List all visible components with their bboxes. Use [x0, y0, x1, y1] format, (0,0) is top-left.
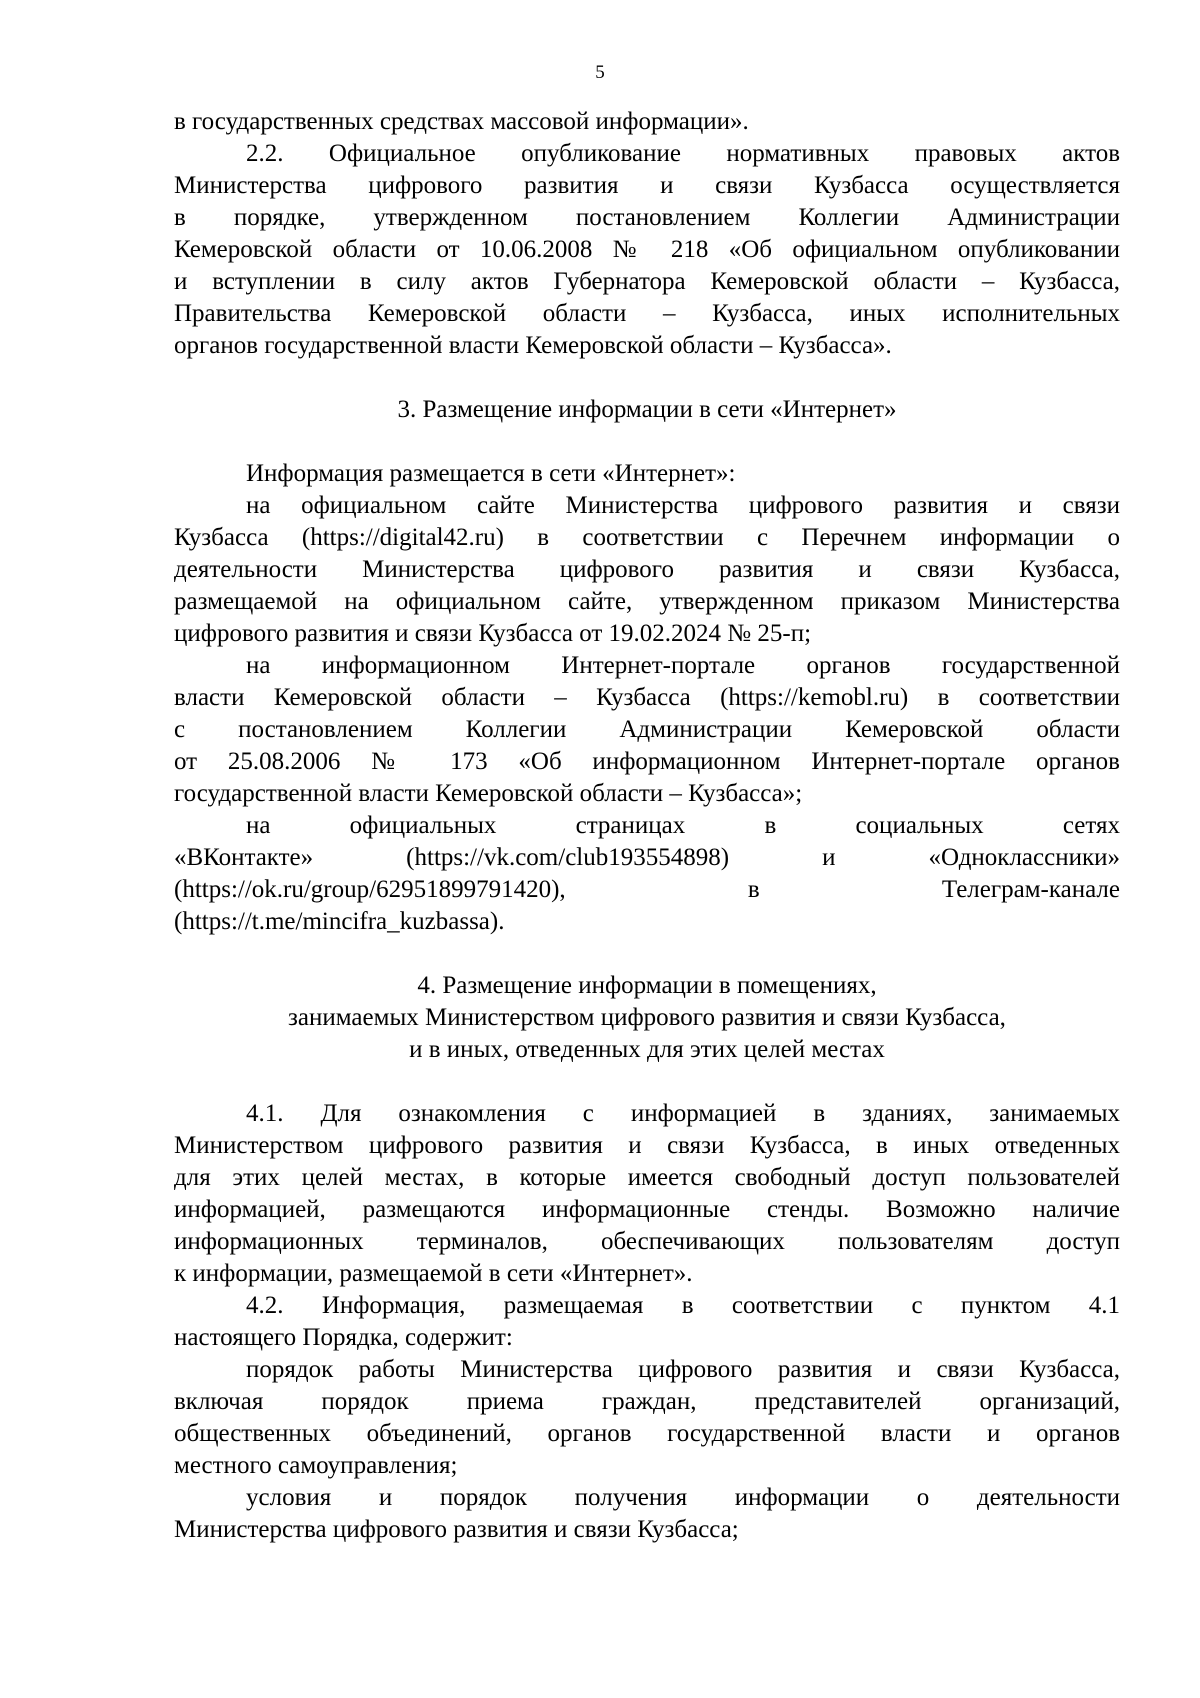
text-line: Информация размещается в сети «Интернет»: — [246, 460, 736, 487]
text-line: (https://ok.ru/group/62951899791420), в Телеграм-канале — [174, 876, 1120, 903]
paragraph — [174, 1098, 1120, 1290]
section-heading — [174, 394, 1120, 426]
text-line: Кемеровской области от 10.06.2008 № 218 «Об официальном опубликовании — [174, 236, 1120, 263]
text-line: информацией, размещаются информационные стенды. Возможно наличие — [174, 1196, 1120, 1223]
section-heading — [174, 970, 1120, 1066]
text-line: с постановлением Коллегии Администрации Кемеровской области — [174, 716, 1120, 743]
text-line: в государственных средствах массовой информации». — [174, 108, 749, 135]
paragraph — [174, 1354, 1120, 1482]
paragraph — [174, 138, 1120, 362]
blank-line — [174, 938, 1120, 970]
paragraph — [174, 458, 1120, 490]
text-line: местного самоуправления; — [174, 1452, 458, 1479]
document-body — [174, 106, 1120, 1546]
paragraph — [174, 490, 1120, 650]
text-line: Министерством цифрового развития и связи Кузбасса, в иных отведенных — [174, 1132, 1120, 1159]
text-line: для этих целей местах, в которые имеется свободный доступ пользователей — [174, 1164, 1120, 1191]
text-line: информационных терминалов, обеспечивающих пользователям доступ — [174, 1228, 1120, 1255]
paragraph — [174, 1482, 1120, 1546]
heading-line: и в иных, отведенных для этих целей местах — [409, 1036, 885, 1063]
heading-line: занимаемых Министерством цифрового развития и связи Кузбасса, — [288, 1004, 1006, 1031]
text-line: органов государственной власти Кемеровской области – Кузбасса». — [174, 332, 892, 359]
blank-line — [174, 426, 1120, 458]
heading-line: 4. Размещение информации в помещениях, — [417, 972, 877, 999]
text-line: Кузбасса (https://digital42.ru) в соответствии с Перечнем информации о — [174, 524, 1120, 551]
blank-line — [174, 1066, 1120, 1098]
text-line: включая порядок приема граждан, представителей организаций, — [174, 1388, 1120, 1415]
text-line: Министерства цифрового развития и связи Кузбасса; — [174, 1516, 739, 1543]
text-line: в порядке, утвержденном постановлением Коллегии Администрации — [174, 204, 1120, 231]
text-line: Министерства цифрового развития и связи Кузбасса осуществляется — [174, 172, 1120, 199]
heading-line: 3. Размещение информации в сети «Интернет» — [397, 396, 897, 423]
text-line: на информационном Интернет-портале органов государственной — [246, 652, 1120, 679]
text-line: 4.1. Для ознакомления с информацией в зданиях, занимаемых — [246, 1100, 1120, 1127]
text-line: Правительства Кемеровской области – Кузбасса, иных исполнительных — [174, 300, 1120, 327]
text-line: деятельности Министерства цифрового развития и связи Кузбасса, — [174, 556, 1120, 583]
text-line: к информации, размещаемой в сети «Интернет». — [174, 1260, 693, 1287]
text-line: 2.2. Официальное опубликование нормативных правовых актов — [246, 140, 1120, 167]
text-line: настоящего Порядка, содержит: — [174, 1324, 513, 1351]
paragraph — [174, 1290, 1120, 1354]
text-line: власти Кемеровской области – Кузбасса (https://kemobl.ru) в соответствии — [174, 684, 1120, 711]
text-line: цифрового развития и связи Кузбасса от 19.02.2024 № 25-п; — [174, 620, 812, 647]
text-line: от 25.08.2006 № 173 «Об информационном Интернет-портале органов — [174, 748, 1120, 775]
text-line: «ВКонтакте» (https://vk.com/club193554898) и «Одноклассники» — [174, 844, 1120, 871]
text-line: и вступлении в силу актов Губернатора Кемеровской области – Кузбасса, — [174, 268, 1120, 295]
text-line: государственной власти Кемеровской области – Кузбасса»; — [174, 780, 803, 807]
page-number: 5 — [595, 62, 605, 83]
paragraph — [174, 810, 1120, 938]
blank-line — [174, 362, 1120, 394]
paragraph — [174, 650, 1120, 810]
text-line: на официальных страницах в социальных сетях — [246, 812, 1120, 839]
text-line: на официальном сайте Министерства цифрового развития и связи — [246, 492, 1120, 519]
text-line: общественных объединений, органов государственной власти и органов — [174, 1420, 1120, 1447]
paragraph — [174, 106, 1120, 138]
text-line: порядок работы Министерства цифрового развития и связи Кузбасса, — [246, 1356, 1120, 1383]
text-line: условия и порядок получения информации о деятельности — [246, 1484, 1120, 1511]
text-line: (https://t.me/mincifra_kuzbassa). — [174, 908, 505, 935]
text-line: размещаемой на официальном сайте, утвержденном приказом Министерства — [174, 588, 1120, 615]
text-line: 4.2. Информация, размещаемая в соответствии с пунктом 4.1 — [246, 1292, 1120, 1319]
